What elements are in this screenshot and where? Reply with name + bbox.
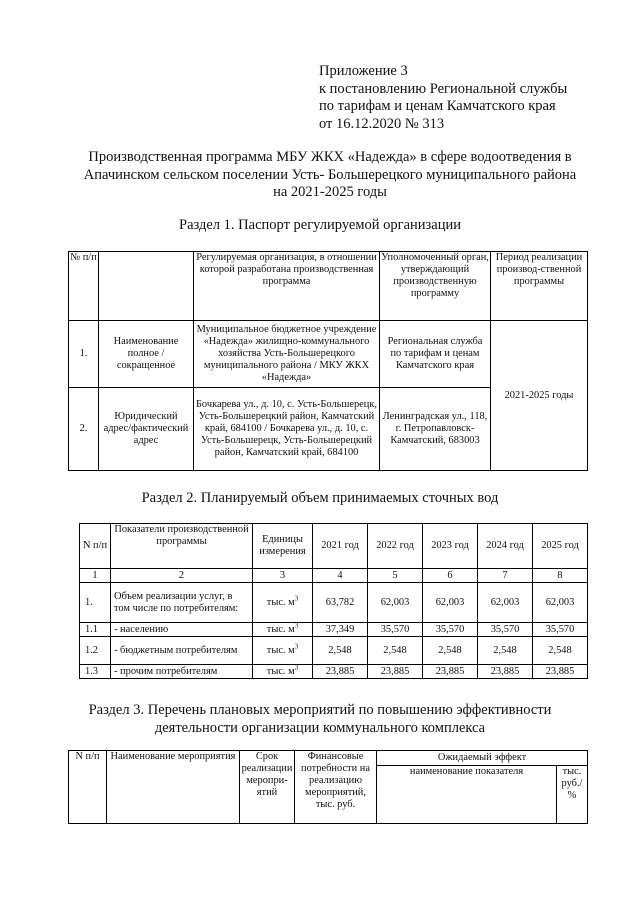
appendix-line: Приложение 3 [319, 63, 408, 79]
table-row [69, 321, 588, 388]
cell-org: Муниципальное бюджетное учреждение «Надежда» жилищно-коммунального хозяйства Усть-Большерецкого муниципального района / МКУ ЖКХ «Надежда» [194, 321, 380, 388]
unit-text: тыс. м [266, 596, 295, 608]
unit-sup: 3 [294, 594, 299, 603]
section3-heading-line: Раздел 3. Перечень плановых мероприятий по повышению эффективности [88, 702, 552, 718]
appendix-line: по тарифам и ценам Камчатского края [319, 98, 556, 114]
cell-value: 23,885 [368, 665, 423, 679]
cell-indicator: - населению [111, 623, 253, 637]
cell-value: 35,570 [533, 623, 588, 637]
cell-value: 35,570 [478, 623, 533, 637]
header-year: 2022 год [368, 524, 423, 569]
cell-value: 62,003 [533, 583, 588, 623]
index-cell: 3 [253, 569, 313, 583]
cell-unit [253, 623, 313, 637]
cell-value: 23,885 [423, 665, 478, 679]
measures-table [68, 750, 588, 824]
header-year: 2023 год [423, 524, 478, 569]
index-cell: 6 [423, 569, 478, 583]
header-effect-name: наименование показателя [377, 766, 557, 824]
cell-authority: Ленинградская ул., 118, г. Петропавловск-Камчатский, 683003 [380, 388, 491, 471]
cell-value: 63,782 [313, 583, 368, 623]
section2-heading: Раздел 2. Планируемый объем принимаемых сточных вод [141, 490, 499, 506]
cell-num: 1.1 [80, 623, 111, 637]
header-unit: Единицы измерения [253, 524, 313, 569]
header-period: Период реализации производ-ственной программы [491, 252, 588, 321]
index-cell: 1 [80, 569, 111, 583]
cell-unit [253, 665, 313, 679]
table-row [80, 665, 588, 679]
section3-heading-line: деятельности организации коммунального комплекса [154, 719, 486, 736]
cell-value: 62,003 [423, 583, 478, 623]
cell-value: 62,003 [478, 583, 533, 623]
header-finance: Финансовые потребности на реализацию мероприятий, тыс. руб. [295, 751, 377, 824]
header-indicator: Показатели производственной программы [111, 524, 253, 569]
unit-sup: 3 [294, 664, 299, 672]
title-line: Апачинском сельском поселении Усть- Большерецкого муниципального района [83, 166, 577, 183]
header-year: 2021 год [313, 524, 368, 569]
index-row [80, 569, 588, 583]
title-line: Производственная программа МБУ ЖКХ «Надежда» в сфере водоотведения в [88, 149, 572, 165]
cell-value: 23,885 [533, 665, 588, 679]
cell-authority: Региональная служба по тарифам и ценам Камчатского края [380, 321, 491, 388]
cell-num: 1.3 [80, 665, 111, 679]
cell-value: 23,885 [478, 665, 533, 679]
cell-indicator: - прочим потребителям [111, 665, 253, 679]
cell-period: 2021-2025 годы [491, 321, 588, 471]
index-cell: 4 [313, 569, 368, 583]
passport-table [68, 251, 588, 471]
cell-value: 2,548 [313, 637, 368, 665]
cell-value: 2,548 [533, 637, 588, 665]
title-line: на 2021-2025 годы [273, 184, 387, 200]
header-num: № п/п [69, 252, 99, 321]
cell-value: 2,548 [478, 637, 533, 665]
appendix-block [319, 63, 567, 133]
cell-value: 35,570 [423, 623, 478, 637]
cell-value: 23,885 [313, 665, 368, 679]
cell-value: 37,349 [313, 623, 368, 637]
cell-num: 1.2 [80, 637, 111, 665]
table-row [80, 637, 588, 665]
cell-value: 62,003 [368, 583, 423, 623]
cell-indicator: Объем реализации услуг, в том числе по потребителям: [111, 583, 253, 623]
header-year: 2024 год [478, 524, 533, 569]
cell-unit [253, 637, 313, 665]
cell-label: Юридический адрес/фактический адрес [99, 388, 194, 471]
index-cell: 7 [478, 569, 533, 583]
appendix-line: от 16.12.2020 № 313 [319, 115, 445, 132]
cell-unit [253, 583, 313, 623]
index-cell: 8 [533, 569, 588, 583]
index-cell: 5 [368, 569, 423, 583]
unit-text: тыс. м [266, 644, 295, 656]
unit-text: тыс. м [266, 665, 295, 677]
table-header-row [69, 751, 588, 766]
header-name [99, 252, 194, 321]
cell-value: 35,570 [368, 623, 423, 637]
header-num: N п/п [69, 751, 107, 824]
table-header-row [69, 252, 588, 321]
header-term: Срок реализации меропри-ятий [240, 751, 295, 824]
appendix-line: к постановлению Региональной службы [319, 80, 568, 97]
unit-text: тыс. м [266, 623, 295, 635]
index-cell: 2 [111, 569, 253, 583]
cell-indicator: - бюджетным потребителям [111, 637, 253, 665]
document-title [60, 149, 600, 202]
cell-value: 2,548 [423, 637, 478, 665]
cell-num: 2. [69, 388, 99, 471]
header-authority: Уполномоченный орган, утверждающий производственную программу [380, 252, 491, 321]
table-header-row [80, 524, 588, 569]
table-row [80, 623, 588, 637]
unit-sup: 3 [294, 642, 299, 651]
table-row [80, 583, 588, 623]
cell-label: Наименование полное / сокращенное [99, 321, 194, 388]
header-measure: Наименование мероприятия [107, 751, 240, 824]
section3-heading [0, 702, 640, 737]
cell-num: 1. [69, 321, 99, 388]
unit-sup: 3 [294, 622, 299, 630]
cell-org: Бочкарева ул., д. 10, с. Усть-Большерецк, Усть-Большерецкий район, Камчатский край, 684100 / Бочкарева ул., д. 10, с. Усть-Большерецк, Усть-Большерецкий район, Камчатский край, 684100 [194, 388, 380, 471]
header-effect: Ожидаемый эффект [377, 751, 588, 766]
cell-value: 2,548 [368, 637, 423, 665]
section1-heading: Раздел 1. Паспорт регулируемой организации [179, 217, 461, 233]
header-org: Регулируемая организация, в отношении которой разработана производственная программа [194, 252, 380, 321]
cell-num: 1. [80, 583, 111, 623]
header-effect-value: тыс. руб./ % [557, 766, 588, 824]
header-num: N п/п [80, 524, 111, 569]
volume-table [79, 523, 588, 679]
header-year: 2025 год [533, 524, 588, 569]
